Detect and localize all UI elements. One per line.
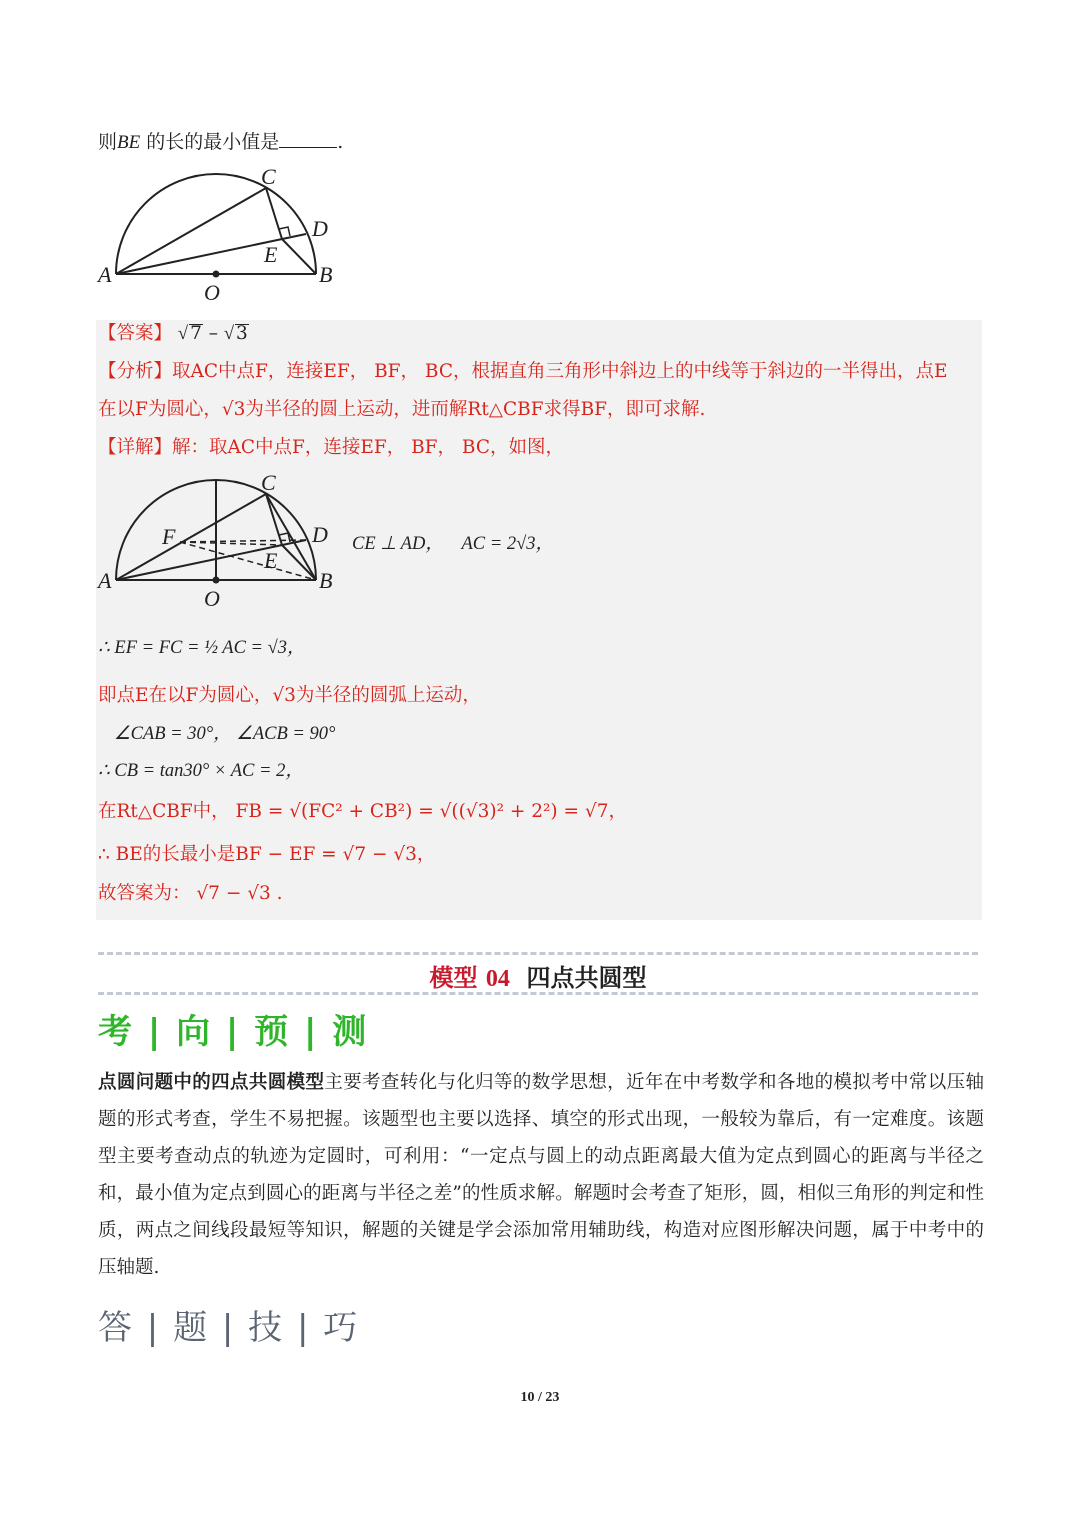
label-d: D (312, 216, 328, 241)
var-be: BE (117, 132, 141, 153)
label-e: E (264, 548, 278, 573)
divider-bottom (98, 992, 978, 995)
label-b: B (319, 262, 333, 287)
semicircle-arc (116, 174, 316, 274)
step-7: 故答案为： √7 − √3 . (98, 883, 283, 904)
dashed-fd (180, 540, 306, 542)
label-e: E (264, 242, 278, 267)
step-3: ∠CAB = 30°， ∠ACB = 90° (114, 724, 336, 744)
step-5: 在Rt△CBF中， FB = √(FC² + CB²) = √((√3)² + 2²) = √7， (98, 801, 627, 822)
label-o: O (204, 280, 220, 305)
step-1: ∴ EF = FC = ½ AC = √3， (98, 638, 306, 658)
section-heading-forecast: 考 | 向 | 预 | 测 (98, 1012, 369, 1052)
label-b: B (319, 568, 333, 593)
model-heading: 模型 04 四点共圆型 (429, 963, 647, 992)
label-f: F (162, 524, 176, 549)
segment-ad (116, 540, 306, 580)
label-a: A (98, 568, 112, 593)
segment-ac (116, 188, 266, 274)
answer-blank (279, 129, 337, 148)
center-point-o (213, 577, 220, 584)
label-o: O (204, 586, 220, 611)
section-heading-tips: 答 | 题 | 技 | 巧 (98, 1308, 360, 1348)
segment-ad (116, 234, 306, 274)
label-a: A (98, 262, 112, 287)
figure-semicircle-2 (96, 474, 346, 614)
analysis-line-1: 【分析】取AC中点F，连接EF， BF， BC，根据直角三角形中斜边上的中线等于斜边的一半得出，点E (98, 361, 948, 382)
segment-ac (116, 494, 266, 580)
figure-semicircle-1 (96, 168, 346, 308)
answer-line: 【答案】 √ 7 – √ 3 (98, 323, 248, 344)
detail-line-1: 【详解】解：取AC中点F，连接EF， BF， BC，如图， (98, 437, 564, 458)
step-6: ∴ BE的长最小是BF − EF = √7 − √3， (98, 844, 436, 865)
step-2: 即点E在以F为圆心，√3为半径的圆弧上运动， (98, 685, 481, 706)
label-c: C (261, 168, 276, 189)
label-c: C (261, 474, 276, 495)
center-point-o (213, 271, 220, 278)
label-d: D (312, 522, 328, 547)
question-line: 则BE 的长的最小值是 . (98, 131, 344, 153)
page-number: 10 / 23 (520, 1390, 560, 1405)
dashed-fb (180, 542, 316, 580)
step-4: ∴ CB = tan30° × AC = 2， (98, 761, 304, 781)
figure2-side-text: CE ⊥ AD， AC = 2√3， (352, 534, 555, 554)
analysis-line-2: 在以F为圆心，√3为半径的圆上运动，进而解Rt△CBF求得BF，即可求解. (98, 399, 706, 420)
divider-top (98, 952, 978, 955)
intro-paragraph: 点圆问题中的四点共圆模型主要考查转化与化归等的数学思想，近年在中考数学和各地的模拟考中常以压轴题的形式考查，学生不易把握。该题型也主要以选择、填空的形式出现，一般较为靠后，有一定难度。该题型主要考查动点的轨迹为定圆时，可利用：“一定点与圆上的动点距离最大值为定点到圆心的距离与半径之和，最小值为定点到圆心的距离与半径之差”的性质求解。解题时会考查了矩形，圆，相似三角形的判定和性质，两点之间线段最短等知识，解题的关键是学会添加常用辅助线，构造对应图形解决问题，属于中考中的压轴题. (98, 1072, 984, 1278)
